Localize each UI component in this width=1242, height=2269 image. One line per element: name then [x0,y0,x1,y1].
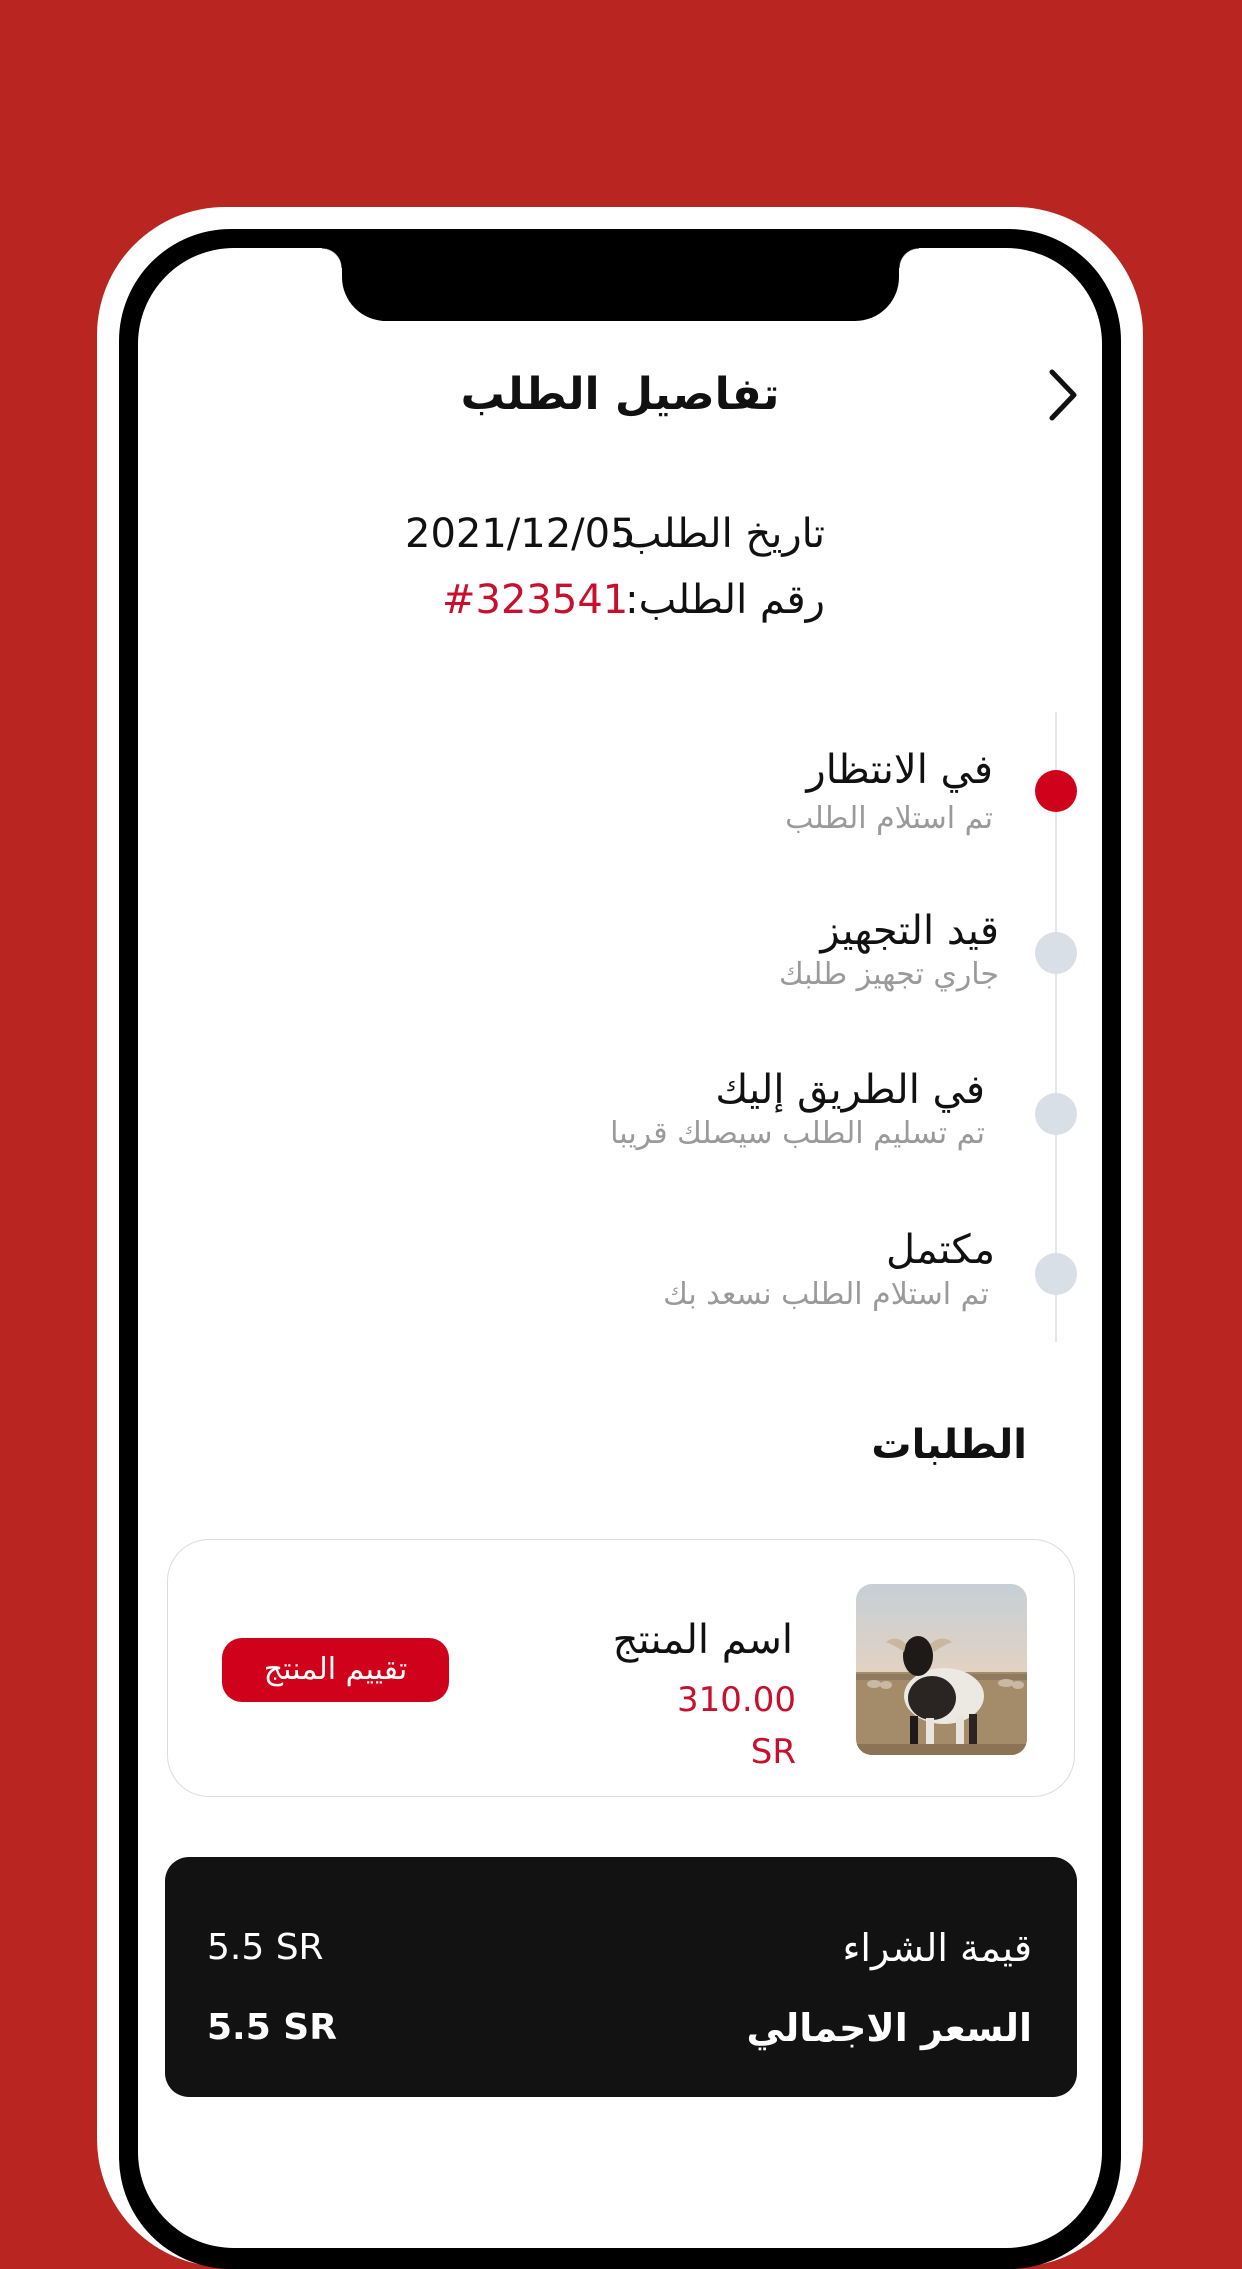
timeline-step-title: مكتمل [885,1227,995,1273]
purchase-value: 5.5 SR [207,1927,324,1968]
total-price-value: 5.5 SR [207,2007,337,2048]
timeline-step-subtitle: جاري تجهيز طلبك [778,957,999,992]
order-summary [165,1857,1077,2097]
product-image [856,1584,1027,1755]
timeline-step-title: في الانتظار [806,747,993,793]
back-button[interactable] [1030,360,1100,430]
total-price-label: السعر الاجمالي [746,2006,1032,2050]
timeline-step-subtitle: تم استلام الطلب [785,801,993,836]
order-date-label: تاريخ الطلب: [610,511,825,557]
rate-product-button[interactable]: تقييم المنتج [222,1638,449,1702]
timeline-dot-on-the-way [1035,1093,1077,1135]
product-price: 310.00 SR [677,1680,796,1772]
timeline-step-title: في الطريق إليك [715,1067,985,1113]
chevron-right-icon [1030,360,1100,430]
timeline-dot-pending [1035,770,1077,812]
order-number-label: رقم الطلب: [625,577,825,623]
timeline-step-subtitle: تم تسليم الطلب سيصلك قريبا [610,1116,985,1151]
timeline-step-title: قيد التجهيز [820,908,999,954]
sheep-photo [856,1584,1027,1755]
timeline-dot-completed [1035,1253,1077,1295]
orders-section-title: الطلبات [871,1422,1027,1468]
timeline-dot-preparing [1035,932,1077,974]
purchase-value-label: قيمة الشراء [842,1926,1032,1970]
order-date-value: 2021/12/05 [405,511,636,557]
product-name: اسم المنتج [612,1617,793,1663]
order-number-value: #323541 [442,577,629,623]
phone-notch [342,229,899,321]
page-title: تفاصيل الطلب [460,369,780,420]
timeline-step-subtitle: تم استلام الطلب نسعد بك [663,1277,989,1312]
